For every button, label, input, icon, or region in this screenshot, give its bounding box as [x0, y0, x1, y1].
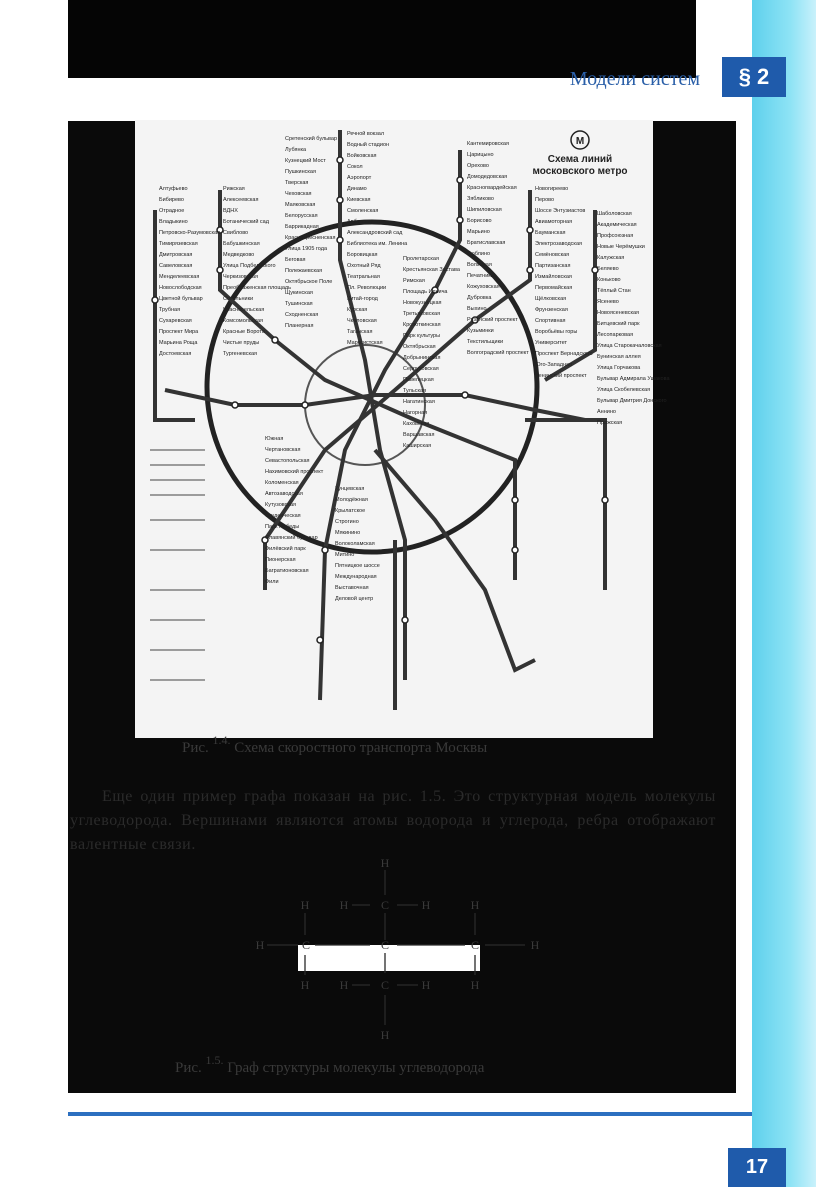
station-label: Тургеневская — [223, 351, 258, 357]
station-label: Электрозаводская — [535, 241, 582, 247]
station-label: Профсоюзная — [597, 233, 634, 239]
station-label: Семёновская — [535, 252, 570, 258]
station-label: Аннино — [597, 409, 616, 415]
station-label: Шаболовская — [597, 211, 632, 217]
station-label: Третьяковская — [403, 311, 441, 317]
page-number: 17 — [728, 1148, 786, 1187]
metro-legend — [150, 450, 205, 680]
station-label: Медведково — [223, 252, 255, 258]
station-label: Новоясеневская — [597, 310, 640, 316]
station-label: Волоколамская — [335, 541, 375, 547]
station-label: Проспект Мира — [159, 329, 199, 335]
station-label: Славянский бульвар — [265, 535, 318, 541]
station-label: Пл. Революции — [347, 285, 387, 291]
station-label: Марьина Роща — [159, 340, 198, 346]
station-label: Багратионовская — [265, 568, 309, 574]
station-label: Домодедовская — [467, 174, 508, 180]
molecule-svg — [240, 855, 560, 1045]
station-label: Волжская — [467, 262, 492, 268]
station-label: Каширская — [403, 443, 432, 449]
atom-h-upper-inner-left: H — [339, 898, 349, 912]
station-label: Пятницкое шоссе — [335, 563, 380, 569]
atom-h-top: H — [380, 856, 390, 870]
station-label: Южная — [265, 436, 284, 442]
station-label: Севастопольская — [265, 458, 310, 464]
station-label: Петровско-Разумовская — [159, 230, 221, 236]
station-label: Студенческая — [265, 513, 301, 519]
station-label: Свиблово — [223, 230, 249, 236]
station-label: Планерная — [285, 323, 314, 329]
station-label: Сокол — [347, 164, 363, 170]
station-label: Краснопресненская — [285, 235, 336, 241]
station-label: Орехово — [467, 163, 489, 169]
station-label: Мякинино — [335, 530, 361, 536]
station-label: Кузнецкий Мост — [285, 158, 326, 164]
station-label: Выставочная — [335, 585, 369, 591]
station-label: ВДНХ — [223, 208, 238, 214]
station-label: Академическая — [597, 222, 637, 228]
station-label: Бульвар Дмитрия Донского — [597, 398, 667, 404]
station-label: Рижская — [223, 186, 245, 192]
station-label: Новогиреево — [535, 186, 569, 192]
station-label: Беговая — [285, 257, 306, 263]
station-label: Кропоткинская — [403, 322, 441, 328]
station-label: Авиамоторная — [535, 219, 573, 225]
station-label: Крылатское — [335, 508, 366, 514]
station-label: Тверская — [285, 180, 309, 186]
atom-h-right: H — [530, 938, 540, 952]
station-label: Волгоградский проспект — [467, 350, 529, 356]
line-zamoskvoretskaya-south — [375, 450, 535, 670]
station-label: Ленинский проспект — [535, 373, 587, 379]
station-label: Щукинская — [285, 290, 313, 296]
station-label: Курская — [347, 307, 368, 313]
atom-h-upper-right: H — [470, 898, 480, 912]
metro-lines — [155, 130, 605, 710]
station-label: Рязанский проспект — [467, 317, 518, 323]
station-label: Октябрьская — [403, 344, 436, 350]
atom-c-right: C — [470, 938, 480, 952]
station-label: Смоленская — [347, 208, 379, 214]
station-label: Достоевская — [159, 351, 192, 357]
station-label: Крестьянская Застава — [403, 267, 460, 273]
atom-h-upper-left: H — [300, 898, 310, 912]
station-label: Красные Ворота — [223, 329, 265, 335]
station-label: Международная — [335, 574, 377, 580]
station-label: Улица Подбельского — [223, 263, 276, 269]
station-label: Ясенево — [597, 299, 619, 305]
station-label: Чертановская — [265, 447, 301, 453]
station-label: Измайловская — [535, 274, 572, 280]
station-label: Арбатская — [347, 219, 374, 225]
station-label: Преображенская площадь — [223, 285, 291, 291]
atom-c-left: C — [301, 938, 311, 952]
station-label: Новые Черёмушки — [597, 244, 645, 250]
station-label: Шоссе Энтузиастов — [535, 208, 586, 214]
figure2-number: 1.5. — [205, 1053, 224, 1067]
station-label: Бабушкинская — [223, 241, 260, 247]
station-label: Кантемировская — [467, 141, 509, 147]
station-label: Полежаевская — [285, 268, 323, 274]
station-label: Фили — [265, 579, 279, 585]
station-label: Парк культуры — [403, 333, 441, 339]
station-label: Алтуфьево — [159, 186, 188, 192]
bottom-rule — [68, 1112, 752, 1116]
station-label: Кожуховская — [467, 284, 500, 290]
station-label: Печатники — [467, 273, 494, 279]
atom-h-lower-inner-right: H — [421, 978, 431, 992]
station-label: Каховская — [403, 421, 430, 427]
station-label: Киевская — [347, 197, 371, 203]
station-label: Улица Старокачаловская — [597, 343, 662, 349]
figure2-caption — [175, 1053, 485, 1077]
station-label: Первомайская — [535, 285, 573, 291]
station-label: Борисово — [467, 218, 492, 224]
atom-h-lower-left: H — [300, 978, 310, 992]
station-label: Дмитровская — [159, 252, 193, 258]
station-label: Варшавская — [403, 432, 435, 438]
running-title: Модели систем — [569, 68, 700, 90]
station-label: Кунцевская — [335, 486, 365, 492]
station-label: Чеховская — [285, 191, 312, 197]
figure1-label: Рис. — [182, 740, 209, 756]
atom-h-lower-inner-left: H — [339, 978, 349, 992]
figure2-label: Рис. — [175, 1060, 202, 1076]
station-label: Добрынинская — [403, 355, 441, 361]
station-label: Отрадное — [159, 208, 185, 214]
station-label: Улица Горчакова — [597, 365, 641, 371]
station-label: Черкизовская — [223, 274, 258, 280]
station-label: Выхино — [467, 306, 487, 312]
station-label: Охотный Ряд — [347, 263, 381, 269]
station-label: Царицыно — [467, 152, 494, 158]
atom-h-upper-inner-right: H — [421, 898, 431, 912]
station-label: Тушинская — [285, 301, 313, 307]
station-label: Новокузнецкая — [403, 300, 442, 306]
station-label: Красносельская — [223, 307, 265, 313]
station-label: Митино — [335, 552, 355, 558]
station-label: Ботанический сад — [223, 219, 269, 225]
figure1-caption — [182, 733, 488, 757]
station-label: Тёплый Стан — [597, 288, 631, 294]
station-label: Бибирево — [159, 197, 184, 203]
station-label: Площадь Ильича — [403, 289, 448, 295]
station-label: Китай-город — [347, 296, 378, 302]
station-label: Коньково — [597, 277, 621, 283]
station-label: Александровский сад — [347, 230, 403, 236]
metro-map — [135, 120, 670, 738]
station-label: Бунинская аллея — [597, 354, 641, 360]
station-label: Зябликово — [467, 196, 494, 202]
station-label: Автозаводская — [265, 491, 303, 497]
station-label: Люблино — [467, 251, 491, 257]
station-label: Битцевский парк — [597, 321, 640, 327]
station-label: Сухаревская — [159, 318, 192, 324]
station-label: Новослободская — [159, 285, 202, 291]
station-label: Чистые пруды — [223, 340, 260, 346]
station-label: Менделеевская — [159, 274, 200, 280]
station-label: Марьино — [467, 229, 490, 235]
figure2-text: Граф структуры молекулы углеводорода — [227, 1060, 485, 1076]
paragraph-text: Еще один пример графа показан на рис. 1.5. Это структурная модель молекулы углеводорода. Вершинами являются атомы водорода и углерода, ребра отображают валентные связи. — [70, 788, 716, 853]
station-label: Фрунзенская — [535, 307, 568, 313]
station-label: Дубровка — [467, 295, 492, 301]
station-label: Маяковская — [285, 202, 316, 208]
atom-h-bottom: H — [380, 1028, 390, 1042]
station-label: Владыкино — [159, 219, 188, 225]
station-label: Пушкинская — [285, 169, 316, 175]
station-label: Сокольники — [223, 296, 254, 302]
station-label: Театральная — [347, 274, 380, 280]
station-label: Сходненская — [285, 312, 319, 318]
station-label: Пролетарская — [403, 256, 439, 262]
station-label: Филёвский парк — [265, 546, 306, 552]
station-label: Комсомольская — [223, 318, 264, 324]
station-label: Водный стадион — [347, 142, 390, 148]
station-label: Боровицкая — [347, 252, 378, 258]
station-label: Динамо — [347, 186, 367, 192]
station-label: Проспект Вернадского — [535, 351, 593, 357]
station-label: Красногвардейская — [467, 185, 517, 191]
station-label: Октябрьское Поле — [285, 279, 333, 285]
metro-map-svg — [135, 120, 670, 738]
side-color-band — [752, 0, 816, 1187]
line-nekrasovskaya — [525, 420, 605, 590]
atom-h-lower-right: H — [470, 978, 480, 992]
station-label: Кутузовская — [265, 502, 296, 508]
figure1-number: 1.4. — [212, 733, 231, 747]
station-label: Нагорная — [403, 410, 428, 416]
atom-c-upper: C — [380, 898, 390, 912]
atom-c-center: C — [380, 938, 390, 952]
station-label: Лесопарковая — [597, 332, 634, 338]
station-label: Сретенский бульвар — [285, 136, 338, 142]
station-label: Пионерская — [265, 557, 296, 563]
station-label: Библиотека им. Ленина — [347, 241, 408, 247]
metro-title-line2: московского метро — [532, 166, 628, 177]
atom-c-lower: C — [380, 978, 390, 992]
station-label: Серпуховская — [403, 366, 439, 372]
station-label: Молодёжная — [335, 497, 368, 503]
station-label: Парк Победы — [265, 524, 300, 530]
station-label: Пражская — [597, 420, 623, 426]
station-label: Воробьёвы горы — [535, 329, 578, 335]
station-label: Войковская — [347, 153, 377, 159]
atom-h-left: H — [255, 938, 265, 952]
station-label: Строгино — [335, 519, 359, 525]
station-label: Алексеевская — [223, 197, 259, 203]
section-tab: § 2 — [722, 57, 786, 97]
station-label: Братиславская — [467, 240, 506, 246]
station-label: Трубная — [159, 307, 181, 313]
station-label: Спортивная — [535, 318, 566, 324]
station-label: Улица 1905 года — [285, 246, 327, 252]
station-label: Лубянка — [285, 147, 307, 153]
station-label: Савеловская — [159, 263, 193, 269]
body-paragraph — [70, 785, 716, 857]
station-label: Нахимовский проспект — [265, 469, 324, 475]
station-label: Белорусская — [285, 213, 318, 219]
station-label: Университет — [535, 340, 568, 346]
station-labels — [159, 130, 670, 602]
circle-line-ring — [207, 222, 537, 552]
station-label: Калужская — [597, 255, 625, 261]
station-label: Баррикадная — [285, 224, 319, 230]
station-label: Беляево — [597, 266, 619, 272]
station-label: Бауманская — [535, 230, 566, 236]
station-label: Партизанская — [535, 263, 571, 269]
metro-title-line1: Схема линий — [547, 154, 613, 165]
station-label: Чкаловская — [347, 318, 377, 324]
station-label: Шипиловская — [467, 207, 502, 213]
station-label: Щёлковская — [535, 296, 567, 302]
figure1-text: Схема скоростного транспорта Москвы — [234, 740, 488, 756]
station-label: Юго-Западная — [535, 362, 573, 368]
station-label: Марксистская — [347, 340, 383, 346]
station-label: Таганская — [347, 329, 373, 335]
metro-logo-letter: М — [575, 136, 585, 147]
station-label: Павелецкая — [403, 377, 434, 383]
station-label: Коломенская — [265, 480, 299, 486]
station-label: Улица Скобелевская — [597, 387, 651, 393]
station-label: Речной вокзал — [347, 131, 385, 137]
station-label: Аэропорт — [347, 175, 372, 181]
station-label: Перово — [535, 197, 555, 203]
station-label: Деловой центр — [335, 596, 374, 602]
molecule-graph — [240, 855, 560, 1045]
station-label: Нагатинская — [403, 399, 435, 405]
station-label: Текстильщики — [467, 339, 504, 345]
station-label: Тимирязевская — [159, 241, 198, 247]
station-label: Кузьминки — [467, 328, 494, 334]
station-label: Тульская — [403, 388, 427, 394]
station-label: Римская — [403, 278, 425, 284]
station-label: Бульвар Адмирала Ушакова — [597, 376, 670, 382]
station-label: Цветной бульвар — [159, 296, 203, 302]
